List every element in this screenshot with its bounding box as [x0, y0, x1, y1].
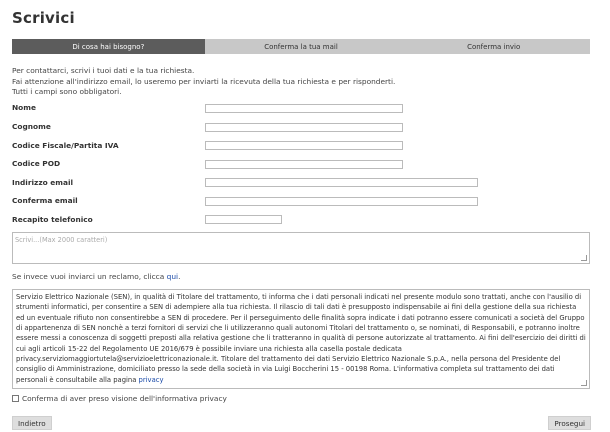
- page-title: Scrivici: [12, 9, 75, 27]
- codice-pod-label: Codice POD: [12, 159, 61, 168]
- step-conferma-invio: Conferma invio: [397, 39, 590, 54]
- intro-line-3: Tutti i campi sono obbligatori.: [12, 87, 122, 96]
- resize-handle-icon[interactable]: [581, 255, 587, 261]
- codice-fiscale-label: Codice Fiscale/Partita IVA: [12, 141, 119, 150]
- next-button[interactable]: Prosegui: [548, 416, 591, 430]
- privacy-notice-box[interactable]: [12, 289, 590, 389]
- conferma-email-input[interactable]: [205, 197, 478, 206]
- intro-text: [12, 66, 572, 98]
- privacy-text: Servizio Elettrico Nazionale (SEN), in qualità di Titolare del trattamento, ti informa che i dati personali indicati nel presente modulo sono trattati, anche con l'ausilio di strumenti informatici, per consentire a SEN di adempiere alla tua richiesta. Il rilascio di tali dati è presupposto indispensabile ai fini della gestione della sua richiesta ed un eventuale rifiuto non consentirebbe a SEN di procedere. Per il perseguimento delle finalità sopra indicate i dati potranno essere comunicati a società del Gruppo di appartenenza di SEN nonchè a terzi fornitori di servizi che li utilizzeranno quali autonomi Titolari del trattamento o, se nominati, di Responsabili, e potranno inoltre essere messi a conoscenza di soggetti preposti alla relativa gestione che li tratteranno in qualità di persone autorizzate al trattamento. Ai fini dell'esercizio dei diritti di cui agli articoli 15-22 del Regolamento UE 2016/679 è possibile inviare una richiesta alla casella postale dedicata privacy.serviziomaggiortutela@servizioelettriconazionale.it. Titolare del trattamento dei dati Servizio Elettrico Nazionale S.p.A., nella persona del Presidente del consiglio di Amministrazione, domiciliato presso la sede della società in via Luigi Boccherini 15 - 00198 Roma. L'informativa completa sul trattamento dei dati personali è consultabile alla pagina: [16, 293, 586, 384]
- privacy-resize-handle-icon[interactable]: [581, 380, 587, 386]
- message-placeholder: Scrivi...(Max 2000 caratteri): [15, 236, 108, 244]
- cognome-input[interactable]: [205, 123, 403, 132]
- codice-pod-input[interactable]: [205, 160, 403, 169]
- reclamo-link[interactable]: qui: [166, 272, 179, 281]
- reclamo-suffix: .: [178, 272, 181, 281]
- progress-steps: [12, 39, 590, 54]
- nome-input[interactable]: [205, 104, 403, 113]
- email-input[interactable]: [205, 178, 478, 187]
- consent-label[interactable]: Conferma di aver preso visione dell'informativa privacy: [22, 394, 227, 403]
- email-label: Indirizzo email: [12, 178, 74, 187]
- cognome-label: Cognome: [12, 122, 51, 131]
- intro-line-1: Per contattarci, scrivi i tuoi dati e la tua richiesta.: [12, 66, 195, 75]
- telefono-label: Recapito telefonico: [12, 215, 93, 224]
- nome-label: Nome: [12, 103, 36, 112]
- telefono-input[interactable]: [205, 215, 282, 224]
- consent-row: [12, 394, 227, 403]
- privacy-link[interactable]: privacy: [138, 375, 164, 384]
- conferma-email-label: Conferma email: [12, 196, 78, 205]
- step-conferma-mail: Conferma la tua mail: [205, 39, 398, 54]
- consent-checkbox[interactable]: [12, 395, 19, 402]
- codice-fiscale-input[interactable]: [205, 141, 403, 150]
- intro-line-2: Fai attenzione all'indirizzo email, lo useremo per inviarti la ricevuta della tua richiesta e per risponderti.: [12, 76, 396, 86]
- step-di-cosa-hai-bisogno: Di cosa hai bisogno?: [12, 39, 205, 54]
- message-textarea[interactable]: [12, 232, 590, 264]
- back-button[interactable]: Indietro: [12, 416, 52, 430]
- reclamo-text: [12, 272, 180, 281]
- reclamo-prefix: Se invece vuoi inviarci un reclamo, clicca: [12, 272, 165, 281]
